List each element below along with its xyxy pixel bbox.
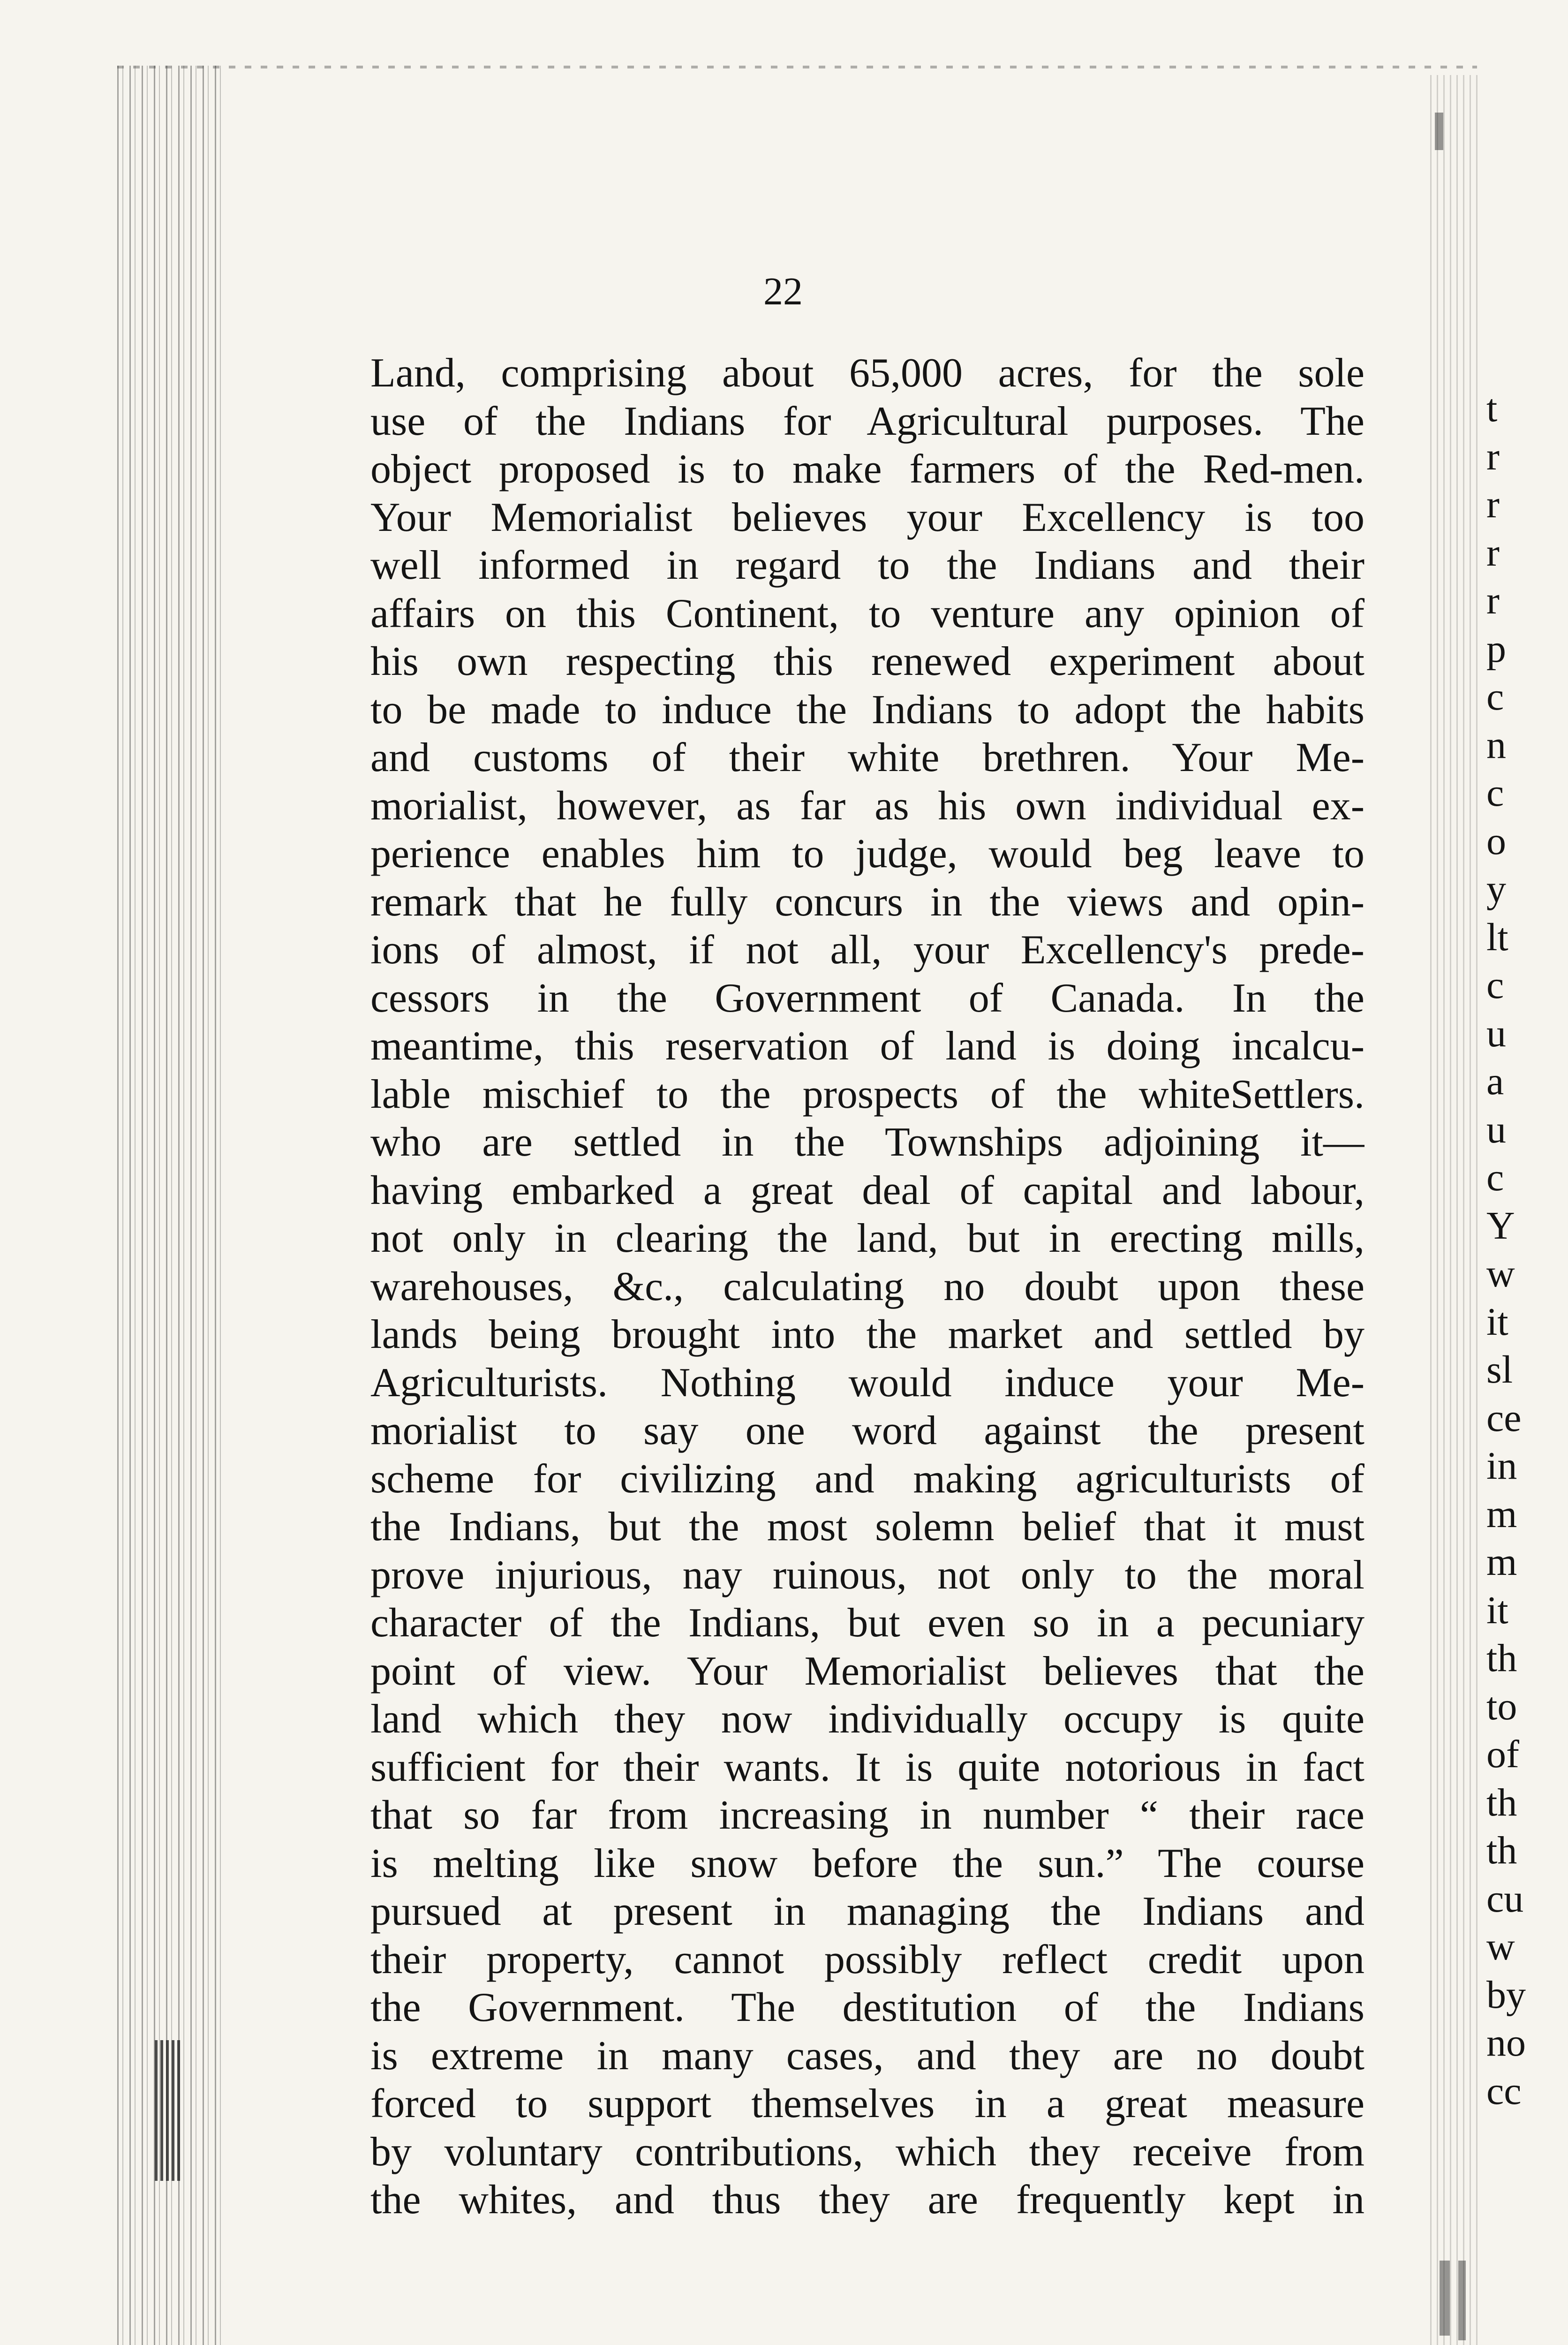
- text-line: use of the Indians for Agricultural purposes. The: [370, 398, 1364, 444]
- facing-page-text-fragments: [1486, 385, 1568, 2115]
- ink-speck: [1435, 113, 1443, 150]
- text-line: character of the Indians, but even so in a pecuniary: [370, 1600, 1364, 1646]
- facing-page-fragment: m: [1486, 1492, 1517, 1536]
- facing-page-fragment: n: [1486, 723, 1506, 767]
- text-line: morialist, however, as far as his own individual ex-: [370, 783, 1364, 829]
- facing-page-fragment: ce: [1486, 1396, 1522, 1440]
- text-line: that so far from increasing in number “ their race: [370, 1793, 1364, 1838]
- text-line: lable mischief to the prospects of the whiteSettlers.: [370, 1071, 1364, 1117]
- facing-page-fragment: by: [1486, 1973, 1526, 2017]
- facing-page-fragment: it: [1486, 1300, 1508, 1344]
- text-line: who are settled in the Townships adjoining it—: [370, 1120, 1364, 1165]
- text-line: to be made to induce the Indians to adopt the habits: [370, 687, 1364, 733]
- text-line: Your Memorialist believes your Excellency is too: [370, 494, 1364, 540]
- text-line: perience enables him to judge, would beg leave to: [370, 831, 1364, 877]
- facing-page-fragment: to: [1486, 1684, 1517, 1728]
- facing-page-fragment: u: [1486, 1011, 1506, 1055]
- facing-page-fragment: y: [1486, 867, 1506, 911]
- text-line: their property, cannot possibly reflect credit upon: [370, 1937, 1364, 1982]
- facing-page-fragment: th: [1486, 1636, 1517, 1680]
- ink-speck: [1458, 2261, 1466, 2340]
- text-line: is extreme in many cases, and they are no doubt: [370, 2033, 1364, 2079]
- facing-page-fragment: sl: [1486, 1348, 1513, 1392]
- facing-page-fragment: Y: [1486, 1203, 1515, 1248]
- text-line: morialist to say one word against the present: [370, 1408, 1364, 1453]
- facing-page-fragment: of: [1486, 1732, 1519, 1776]
- facing-page-fragment: a: [1486, 1059, 1504, 1103]
- facing-page-fragment: th: [1486, 1780, 1517, 1824]
- facing-page-fragment: t: [1486, 386, 1498, 430]
- page-number: 22: [763, 270, 803, 313]
- text-line: scheme for civilizing and making agriculturists of: [370, 1456, 1364, 1502]
- facing-page-fragment: r: [1486, 530, 1500, 575]
- facing-page-fragment: cu: [1486, 1876, 1524, 1921]
- text-line: and customs of their white brethren. Your Me-: [370, 735, 1364, 780]
- facing-page-fragment: w: [1486, 1252, 1515, 1295]
- facing-page-fragment: cc: [1486, 2069, 1522, 2113]
- text-line: warehouses, &c., calculating no doubt upon these: [370, 1263, 1364, 1309]
- ink-speck: [1440, 2261, 1450, 2336]
- facing-page-fragment: c: [1486, 771, 1504, 815]
- text-line: affairs on this Continent, to venture any opinion of: [370, 590, 1364, 636]
- facing-page-fragment: p: [1486, 627, 1506, 671]
- text-line: well informed in regard to the Indians and their: [370, 543, 1364, 588]
- text-line: Agriculturists. Nothing would induce your Me-: [370, 1360, 1364, 1406]
- text-line: the Indians, but the most solemn belief that it must: [370, 1504, 1364, 1550]
- page-top-edge: [117, 66, 1477, 68]
- facing-page-fragment: r: [1486, 579, 1500, 622]
- facing-page-fragment: th: [1486, 1829, 1517, 1872]
- facing-page-fragment: r: [1486, 483, 1500, 526]
- body-text: [370, 349, 1364, 2224]
- text-line: pursued at present in managing the Indians and: [370, 1889, 1364, 1934]
- text-line: ions of almost, if not all, your Excellency's prede-: [370, 927, 1364, 973]
- binding-shadow: [155, 2040, 183, 2181]
- facing-page-fragment: o: [1486, 819, 1506, 863]
- facing-page-fragment: u: [1486, 1107, 1506, 1151]
- facing-page-fragment: m: [1486, 1540, 1517, 1584]
- facing-page-fragment: r: [1486, 434, 1500, 478]
- text-line: forced to support themselves in a great measure: [370, 2081, 1364, 2126]
- text-line: his own respecting this renewed experiment about: [370, 639, 1364, 684]
- facing-page-fragment: w: [1486, 1925, 1515, 1968]
- facing-page-fragment: in: [1486, 1444, 1517, 1488]
- facing-page-fragment: c: [1486, 963, 1504, 1007]
- text-line: object proposed is to make farmers of the Red-men.: [370, 446, 1364, 492]
- text-line: sufficient for their wants. It is quite notorious in fact: [370, 1744, 1364, 1790]
- text-line: land which they now individually occupy is quite: [370, 1696, 1364, 1742]
- text-line: having embarked a great deal of capital and labour,: [370, 1167, 1364, 1213]
- facing-page-fragment: c: [1486, 675, 1504, 719]
- text-line: the whites, and thus they are frequently kept in: [370, 2177, 1364, 2223]
- book-binding-gutter: [117, 66, 225, 2345]
- text-line: cessors in the Government of Canada. In the: [370, 975, 1364, 1021]
- text-line: point of view. Your Memorialist believes that the: [370, 1648, 1364, 1694]
- facing-page-fragment: c: [1486, 1156, 1504, 1199]
- text-line: remark that he fully concurs in the views and opin-: [370, 879, 1364, 925]
- text-line: prove injurious, nay ruinous, not only to the moral: [370, 1552, 1364, 1598]
- facing-page-edge: [1430, 75, 1482, 2345]
- text-line: is melting like snow before the sun.” The course: [370, 1840, 1364, 1886]
- facing-page-fragment: it: [1486, 1588, 1508, 1632]
- text-line: lands being brought into the market and settled by: [370, 1312, 1364, 1357]
- text-line: meantime, this reservation of land is doing incalcu-: [370, 1023, 1364, 1069]
- text-line: the Government. The destitution of the Indians: [370, 1985, 1364, 2030]
- text-line: not only in clearing the land, but in erecting mills,: [370, 1216, 1364, 1261]
- text-line: Land, comprising about 65,000 acres, for the sole: [370, 350, 1364, 396]
- facing-page-fragment: no: [1486, 2021, 1526, 2065]
- text-line: by voluntary contributions, which they receive from: [370, 2129, 1364, 2175]
- facing-page-fragment: lt: [1486, 915, 1508, 959]
